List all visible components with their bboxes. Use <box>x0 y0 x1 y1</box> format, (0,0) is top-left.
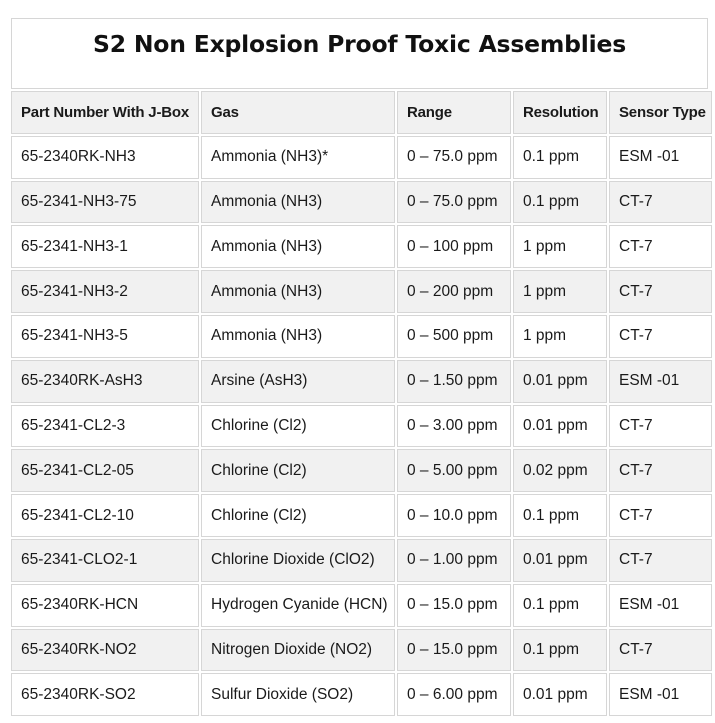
cell-range: 0 – 1.50 ppm <box>397 360 511 403</box>
cell-sensor-type: CT-7 <box>609 539 712 582</box>
cell-resolution: 0.1 ppm <box>513 181 607 224</box>
cell-resolution: 1 ppm <box>513 315 607 358</box>
cell-range: 0 – 3.00 ppm <box>397 405 511 448</box>
table-row <box>11 405 712 448</box>
cell-gas: Ammonia (NH3) <box>201 270 395 313</box>
table-row <box>11 315 712 358</box>
cell-range: 0 – 500 ppm <box>397 315 511 358</box>
cell-gas: Nitrogen Dioxide (NO2) <box>201 629 395 672</box>
assemblies-table <box>9 89 714 718</box>
cell-sensor-type: CT-7 <box>609 405 712 448</box>
cell-part-number: 65-2341-NH3-75 <box>11 181 199 224</box>
cell-part-number: 65-2341-NH3-5 <box>11 315 199 358</box>
cell-sensor-type: CT-7 <box>609 629 712 672</box>
cell-gas: Arsine (AsH3) <box>201 360 395 403</box>
cell-gas: Ammonia (NH3) <box>201 181 395 224</box>
header-resolution: Resolution <box>513 91 607 134</box>
cell-gas: Ammonia (NH3) <box>201 315 395 358</box>
cell-part-number: 65-2341-CL2-10 <box>11 494 199 537</box>
cell-resolution: 0.01 ppm <box>513 539 607 582</box>
cell-resolution: 1 ppm <box>513 225 607 268</box>
cell-gas: Hydrogen Cyanide (HCN) <box>201 584 395 627</box>
cell-gas: Chlorine (Cl2) <box>201 494 395 537</box>
cell-range: 0 – 75.0 ppm <box>397 181 511 224</box>
table-row <box>11 270 712 313</box>
cell-range: 0 – 75.0 ppm <box>397 136 511 179</box>
table-row <box>11 360 712 403</box>
cell-sensor-type: CT-7 <box>609 494 712 537</box>
cell-part-number: 65-2340RK-HCN <box>11 584 199 627</box>
cell-sensor-type: CT-7 <box>609 449 712 492</box>
cell-resolution: 0.01 ppm <box>513 360 607 403</box>
table-row <box>11 181 712 224</box>
table-row <box>11 539 712 582</box>
cell-resolution: 1 ppm <box>513 270 607 313</box>
table-row <box>11 136 712 179</box>
cell-range: 0 – 100 ppm <box>397 225 511 268</box>
cell-part-number: 65-2340RK-AsH3 <box>11 360 199 403</box>
table-row <box>11 449 712 492</box>
table-title: S2 Non Explosion Proof Toxic Assemblies <box>11 18 708 89</box>
cell-range: 0 – 15.0 ppm <box>397 584 511 627</box>
cell-range: 0 – 200 ppm <box>397 270 511 313</box>
cell-range: 0 – 6.00 ppm <box>397 673 511 716</box>
cell-sensor-type: CT-7 <box>609 315 712 358</box>
cell-sensor-type: ESM -01 <box>609 673 712 716</box>
header-gas: Gas <box>201 91 395 134</box>
cell-range: 0 – 10.0 ppm <box>397 494 511 537</box>
cell-resolution: 0.1 ppm <box>513 629 607 672</box>
cell-gas: Sulfur Dioxide (SO2) <box>201 673 395 716</box>
cell-sensor-type: ESM -01 <box>609 360 712 403</box>
cell-part-number: 65-2340RK-NH3 <box>11 136 199 179</box>
cell-part-number: 65-2341-CL2-05 <box>11 449 199 492</box>
cell-range: 0 – 5.00 ppm <box>397 449 511 492</box>
cell-part-number: 65-2341-CL2-3 <box>11 405 199 448</box>
cell-gas: Ammonia (NH3) <box>201 225 395 268</box>
table-row <box>11 225 712 268</box>
cell-sensor-type: CT-7 <box>609 270 712 313</box>
header-part-number: Part Number With J-Box <box>11 91 199 134</box>
cell-sensor-type: CT-7 <box>609 225 712 268</box>
cell-sensor-type: CT-7 <box>609 181 712 224</box>
cell-gas: Ammonia (NH3)* <box>201 136 395 179</box>
table-body <box>11 136 712 716</box>
cell-resolution: 0.01 ppm <box>513 673 607 716</box>
cell-resolution: 0.02 ppm <box>513 449 607 492</box>
cell-sensor-type: ESM -01 <box>609 136 712 179</box>
product-table-container <box>11 18 708 718</box>
table-row <box>11 673 712 716</box>
table-row <box>11 494 712 537</box>
cell-gas: Chlorine (Cl2) <box>201 405 395 448</box>
cell-resolution: 0.1 ppm <box>513 136 607 179</box>
cell-part-number: 65-2341-CLO2-1 <box>11 539 199 582</box>
cell-part-number: 65-2341-NH3-1 <box>11 225 199 268</box>
cell-part-number: 65-2340RK-SO2 <box>11 673 199 716</box>
cell-resolution: 0.01 ppm <box>513 405 607 448</box>
table-row <box>11 584 712 627</box>
cell-part-number: 65-2340RK-NO2 <box>11 629 199 672</box>
cell-gas: Chlorine (Cl2) <box>201 449 395 492</box>
cell-range: 0 – 15.0 ppm <box>397 629 511 672</box>
cell-sensor-type: ESM -01 <box>609 584 712 627</box>
table-header-row <box>11 91 712 134</box>
header-range: Range <box>397 91 511 134</box>
table-row <box>11 629 712 672</box>
cell-resolution: 0.1 ppm <box>513 494 607 537</box>
cell-resolution: 0.1 ppm <box>513 584 607 627</box>
cell-gas: Chlorine Dioxide (ClO2) <box>201 539 395 582</box>
cell-part-number: 65-2341-NH3-2 <box>11 270 199 313</box>
cell-range: 0 – 1.00 ppm <box>397 539 511 582</box>
header-sensor-type: Sensor Type <box>609 91 712 134</box>
